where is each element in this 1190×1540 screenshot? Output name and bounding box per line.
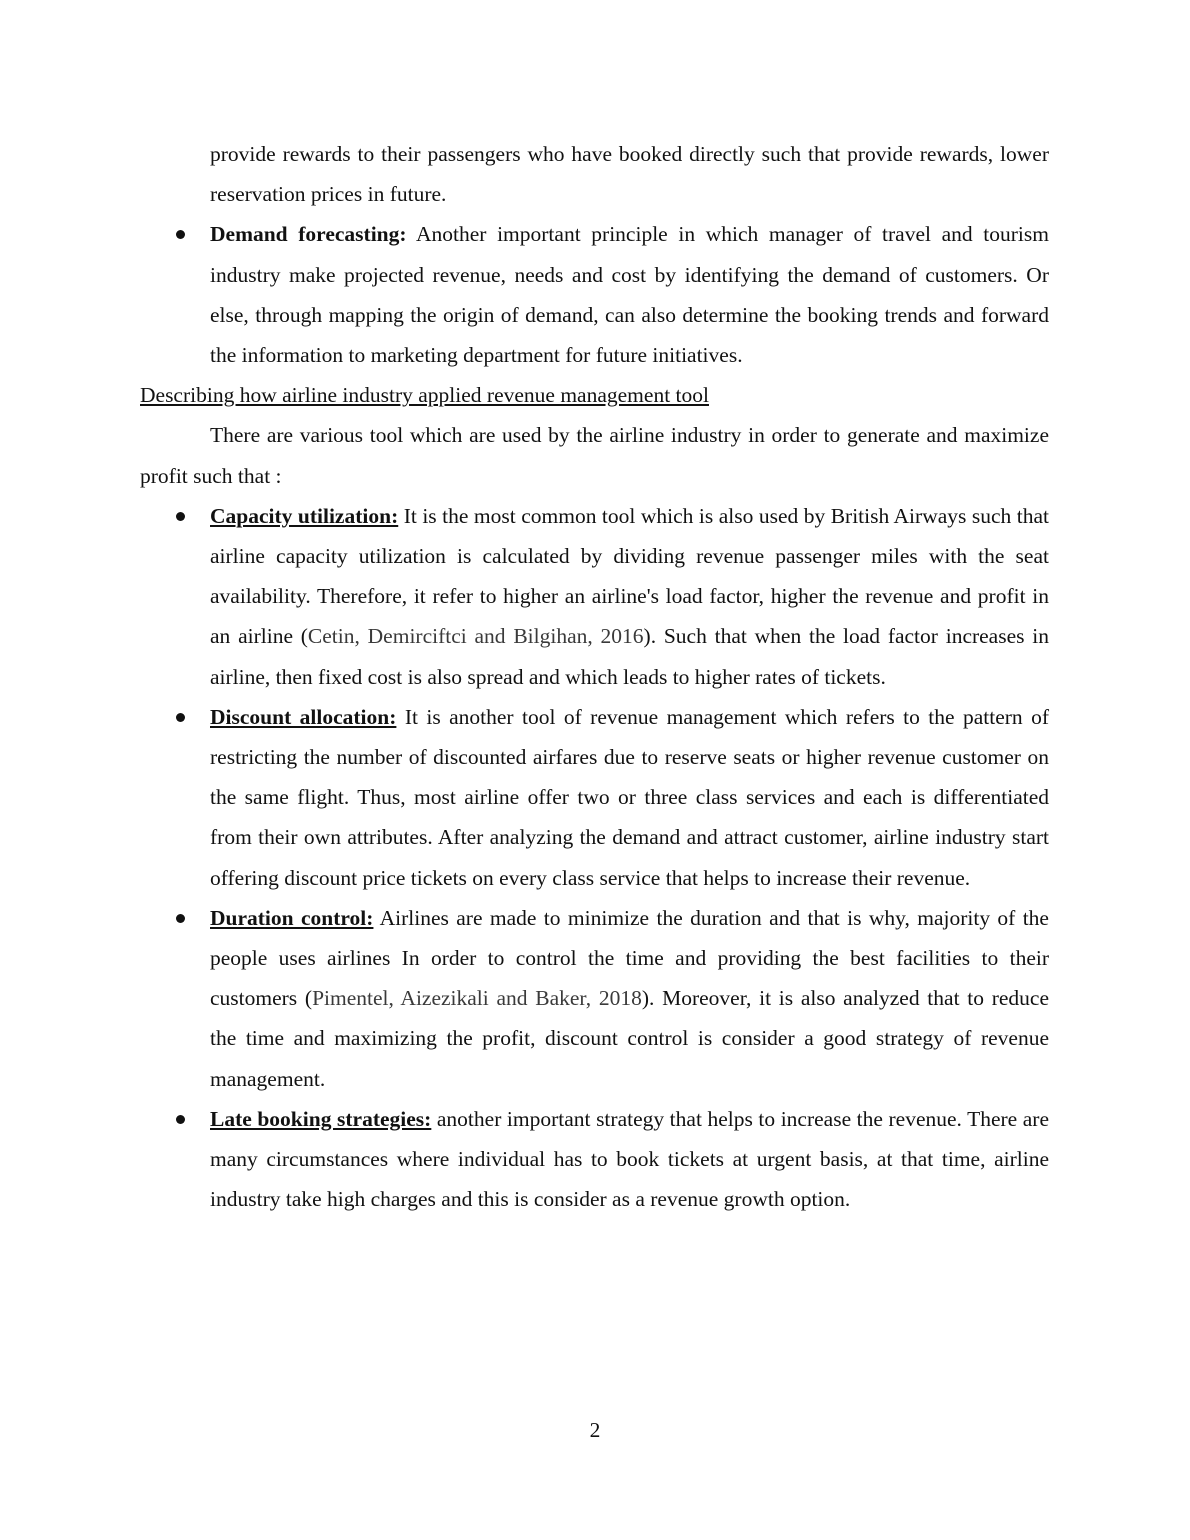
section-intro: There are various tool which are used by the airline industry in order to generate and maximize profit such that : (140, 423, 1049, 488)
bullet-late-booking (140, 1099, 1049, 1220)
bullet-text-end: ). Moreover, it is also analyzed that to reduce the time and maximizing the profit, discount control is consider a good strategy of revenue management. (210, 986, 1050, 1091)
bullet-text-end: ). Such that when the load factor increases in airline, then fixed cost is also spread and which leads to higher rates of tickets. (210, 624, 1049, 689)
bullet-icon (176, 914, 185, 923)
bullet-term: Late booking strategies: (210, 1106, 432, 1131)
bullet-discount-allocation (140, 697, 1049, 898)
continued-paragraph: provide rewards to their passengers who have booked directly such that provide rewards, lower reservation prices in future. (210, 142, 1049, 207)
section-heading: Describing how airline industry applied revenue management tool (140, 383, 709, 408)
page-number: 2 (589, 1418, 601, 1442)
bullet-capacity-utilization (140, 496, 1049, 697)
bullet-icon (176, 230, 185, 239)
bullet-duration-control (140, 898, 1049, 1099)
citation: Cetin, Demirciftci and Bilgihan, 2016 (307, 624, 644, 649)
bullet-term: Discount allocation: (210, 704, 397, 729)
bullet-term: Duration control: (210, 905, 374, 930)
bullet-icon (176, 713, 185, 722)
bullet-icon (176, 512, 185, 521)
bullet-text: Another important principle in which manager of travel and tourism industry make projected revenue, needs and cost by identifying the demand of customers. Or else, through mapping the origin of demand, can also determine the booking trends and forward the information to marketing department for future initiatives. (210, 222, 1049, 368)
citation: Pimentel, Aizezikali and Baker, 2018 (312, 986, 642, 1011)
bullet-text: another important strategy that helps to increase the revenue. There are many circumstances where individual has to book tickets at urgent basis, at that time, airline industry take high charges and this is consider as a revenue growth option. (210, 1106, 1050, 1212)
bullet-text: It is the most common tool which is also used by British Airways such that airline capacity utilization is calculated by dividing revenue passenger miles with the seat availability. Therefore, it refer to higher an airline's load factor, higher the revenue and profit in an airline ( (210, 503, 1049, 649)
bullet-term: Demand forecasting: (210, 222, 407, 247)
page-body (140, 134, 1049, 1219)
bullet-text: It is another tool of revenue management which refers to the pattern of restricting the number of discounted airfares due to reserve seats or higher revenue customer on the same flight. Thus, most airline offer two or three class services and each is differentiated from their own attributes. After analyzing the demand and attract customer, airline industry start offering discount price tickets on every class service that helps to increase their revenue. (210, 704, 1049, 890)
bullet-icon (176, 1115, 185, 1124)
bullet-text: Airlines are made to minimize the duration and that is why, majority of the people uses airlines In order to control the time and providing the best facilities to their customers ( (210, 905, 1049, 1011)
bullet-demand-forecasting (140, 214, 1049, 375)
bullet-term: Capacity utilization: (210, 503, 399, 528)
